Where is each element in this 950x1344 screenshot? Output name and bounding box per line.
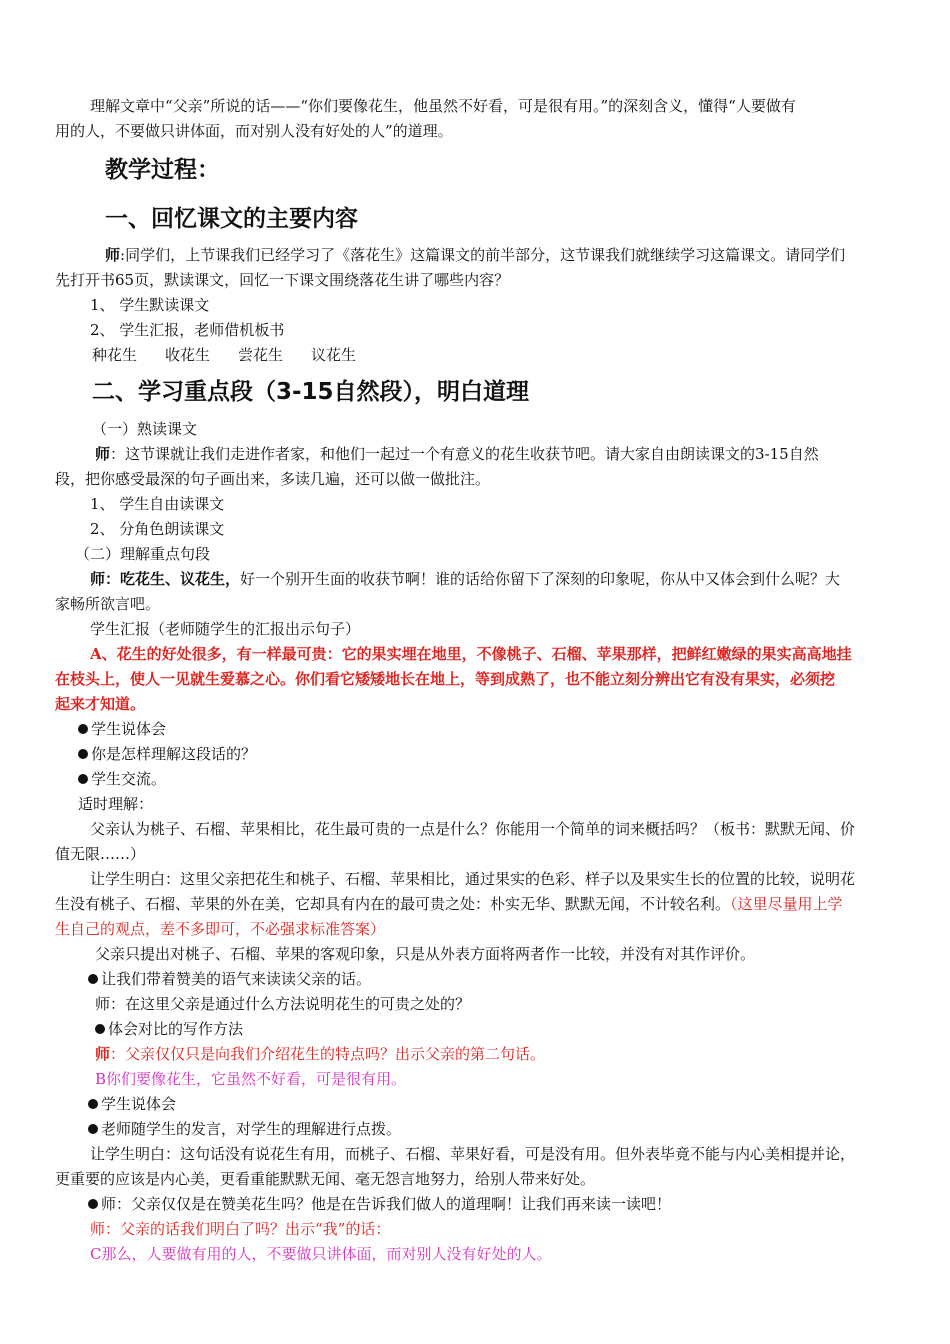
quote-a-line-1: A、花生的好处很多，有一样最可贵：它的果实埋在地里，不像桃子、石榴、苹果那样，把鲜红嫩绿的果实高高地挂 [90,645,852,663]
teacher-method-question: 师：在这里父亲是通过什么方法说明花生的可贵之处的？ [95,995,471,1013]
process-heading: 教学过程： [105,157,220,183]
bullet-student-talk: 学生说体会 [0,718,950,740]
bullet-icon [95,1024,105,1034]
student-report: 学生汇报（老师随学生的汇报出示句子） [90,620,361,638]
bullet-icon [88,1124,98,1134]
bullet-praise-read: 让我们带着赞美的语气来读读父亲的话。 [0,968,950,990]
board-item: 种花生 [92,346,138,364]
objective-line-1: 理解文章中“父亲”所说的话——“你们要像花生，他虽然不好看，可是很有用。”的深刻含义，懂得“人要做有 [90,97,796,115]
teacher-red-question: 师：父亲仅仅只是向我们介绍花生的特点吗？出示父亲的第二句话。 [95,1045,546,1063]
board-writing [0,344,950,366]
board-item: 尝花生 [238,346,284,364]
bullet-student-talk-2: 学生说体会 [0,1093,950,1115]
bullet-exchange: 学生交流。 [0,768,950,790]
objective-line-2: 用的人，不要做只讲体面，而对别人没有好处的人”的道理。 [55,122,453,140]
part1-step-1: 1、 学生自由读课文 [90,495,225,513]
bullet-icon [88,974,98,984]
bullet-icon [78,724,88,734]
part1-title: （一）熟读课文 [92,420,198,438]
board-item: 收花生 [165,346,211,364]
father-only-line: 父亲只提出对桃子、石榴、苹果的客观印象，只是从外表方面将两者作一比较，并没有对其作评价。 [95,945,756,963]
section1-heading: 一、回忆课文的主要内容 [105,206,358,232]
teacher-red-question-2: 师：父亲的话我们明白了吗？出示“我”的话： [90,1220,391,1238]
section1-step-2: 2、 学生汇报，老师借机板书 [90,321,285,339]
quote-c: C那么，人要做有用的人，不要做只讲体面，而对别人没有好处的人。 [90,1245,552,1263]
bullet-icon [88,1099,98,1109]
quote-b: B你们要像花生，它虽然不好看，可是很有用。 [95,1070,407,1088]
teacher-label: 师 [105,246,121,264]
part1-line-1: 师：这节课就让我们走进作者家，和他们一起过一个有意义的花生收获节吧。请大家自由朗读课文的3-15自然 [95,445,819,463]
understand2-line-1: 让学生明白：这句话没有说花生有用，而桃子、石榴、苹果好看，可是没有用。但外表毕竟不能与内心美相提并论， [90,1145,856,1163]
bullet-teacher-praise: 师：父亲仅仅是在赞美花生吗？他是在告诉我们做人的道理啊！让我们再来读一读吧！ [0,1193,950,1215]
bullet-icon [78,749,88,759]
understand-line-2: 生没有桃子、石榴、苹果的外在美，它却具有内在的最可贵之处：朴实无华、默默无闻，不计较名利。（这里尽量用上学 [55,895,843,913]
understand-line-3: 生自己的观点，差不多即可，不必强求标准答案） [55,920,386,938]
bullet-how-understand: 你是怎样理解这段话的？ [0,743,950,765]
quote-a-line-2: 在枝头上，使人一见就生爱慕之心。你们看它矮矮地长在地上，等到成熟了，也不能立刻分辨出它有没有果实，必须挖 [55,670,836,688]
bullet-icon [88,1199,98,1209]
bullet-teacher-guide: 老师随学生的发言，对学生的理解进行点拨。 [0,1118,950,1140]
part1-line-2: 段，把你感受最深的句子画出来，多读几遍，还可以做一做批注。 [55,470,491,488]
section1-intro-line-2: 先打开书65页，默读课文，回忆一下课文围绕落花生讲了哪些内容？ [55,271,510,289]
part2-title: （二）理解重点句段 [75,545,211,563]
part1-step-2: 2、 分角色朗读课文 [90,520,225,538]
understand2-line-2: 更重要的应该是内心美，更看重能默默无闻、毫无怨言地努力，给别人带来好处。 [55,1170,596,1188]
timely-understanding: 适时理解： [78,795,154,813]
part2-line-2: 家畅所欲言吧。 [55,595,161,613]
father-question-line-1: 父亲认为桃子、石榴、苹果相比，花生最可贵的一点是什么？你能用一个简单的词来概括吗？（板书：默默无闻、价 [90,820,856,838]
part2-line-1: 师：吃花生、议花生，好一个别开生面的收获节啊！谁的话给你留下了深刻的印象呢，你从中又体会到什么呢？大 [90,570,841,588]
father-question-line-2: 值无限……） [55,845,146,863]
board-item: 议花生 [311,346,357,364]
bullet-icon [78,774,88,784]
section1-step-1: 1、 学生默读课文 [90,296,210,314]
bullet-contrast: 体会对比的写作方法 [0,1018,950,1040]
understand-line-1: 让学生明白：这里父亲把花生和桃子、石榴、苹果相比，通过果实的色彩、样子以及果实生长的位置的比较，说明花 [90,870,856,888]
section2-heading: 二、学习重点段（3-15自然段），明白道理 [92,379,530,405]
section1-intro-line-1: 师:同学们，上节课我们已经学习了《落花生》这篇课文的前半部分，这节课我们就继续学习这篇课文。请同学们 [105,246,846,264]
teacher-label: 师 [95,445,111,463]
quote-a-line-3: 起来才知道。 [55,695,146,713]
